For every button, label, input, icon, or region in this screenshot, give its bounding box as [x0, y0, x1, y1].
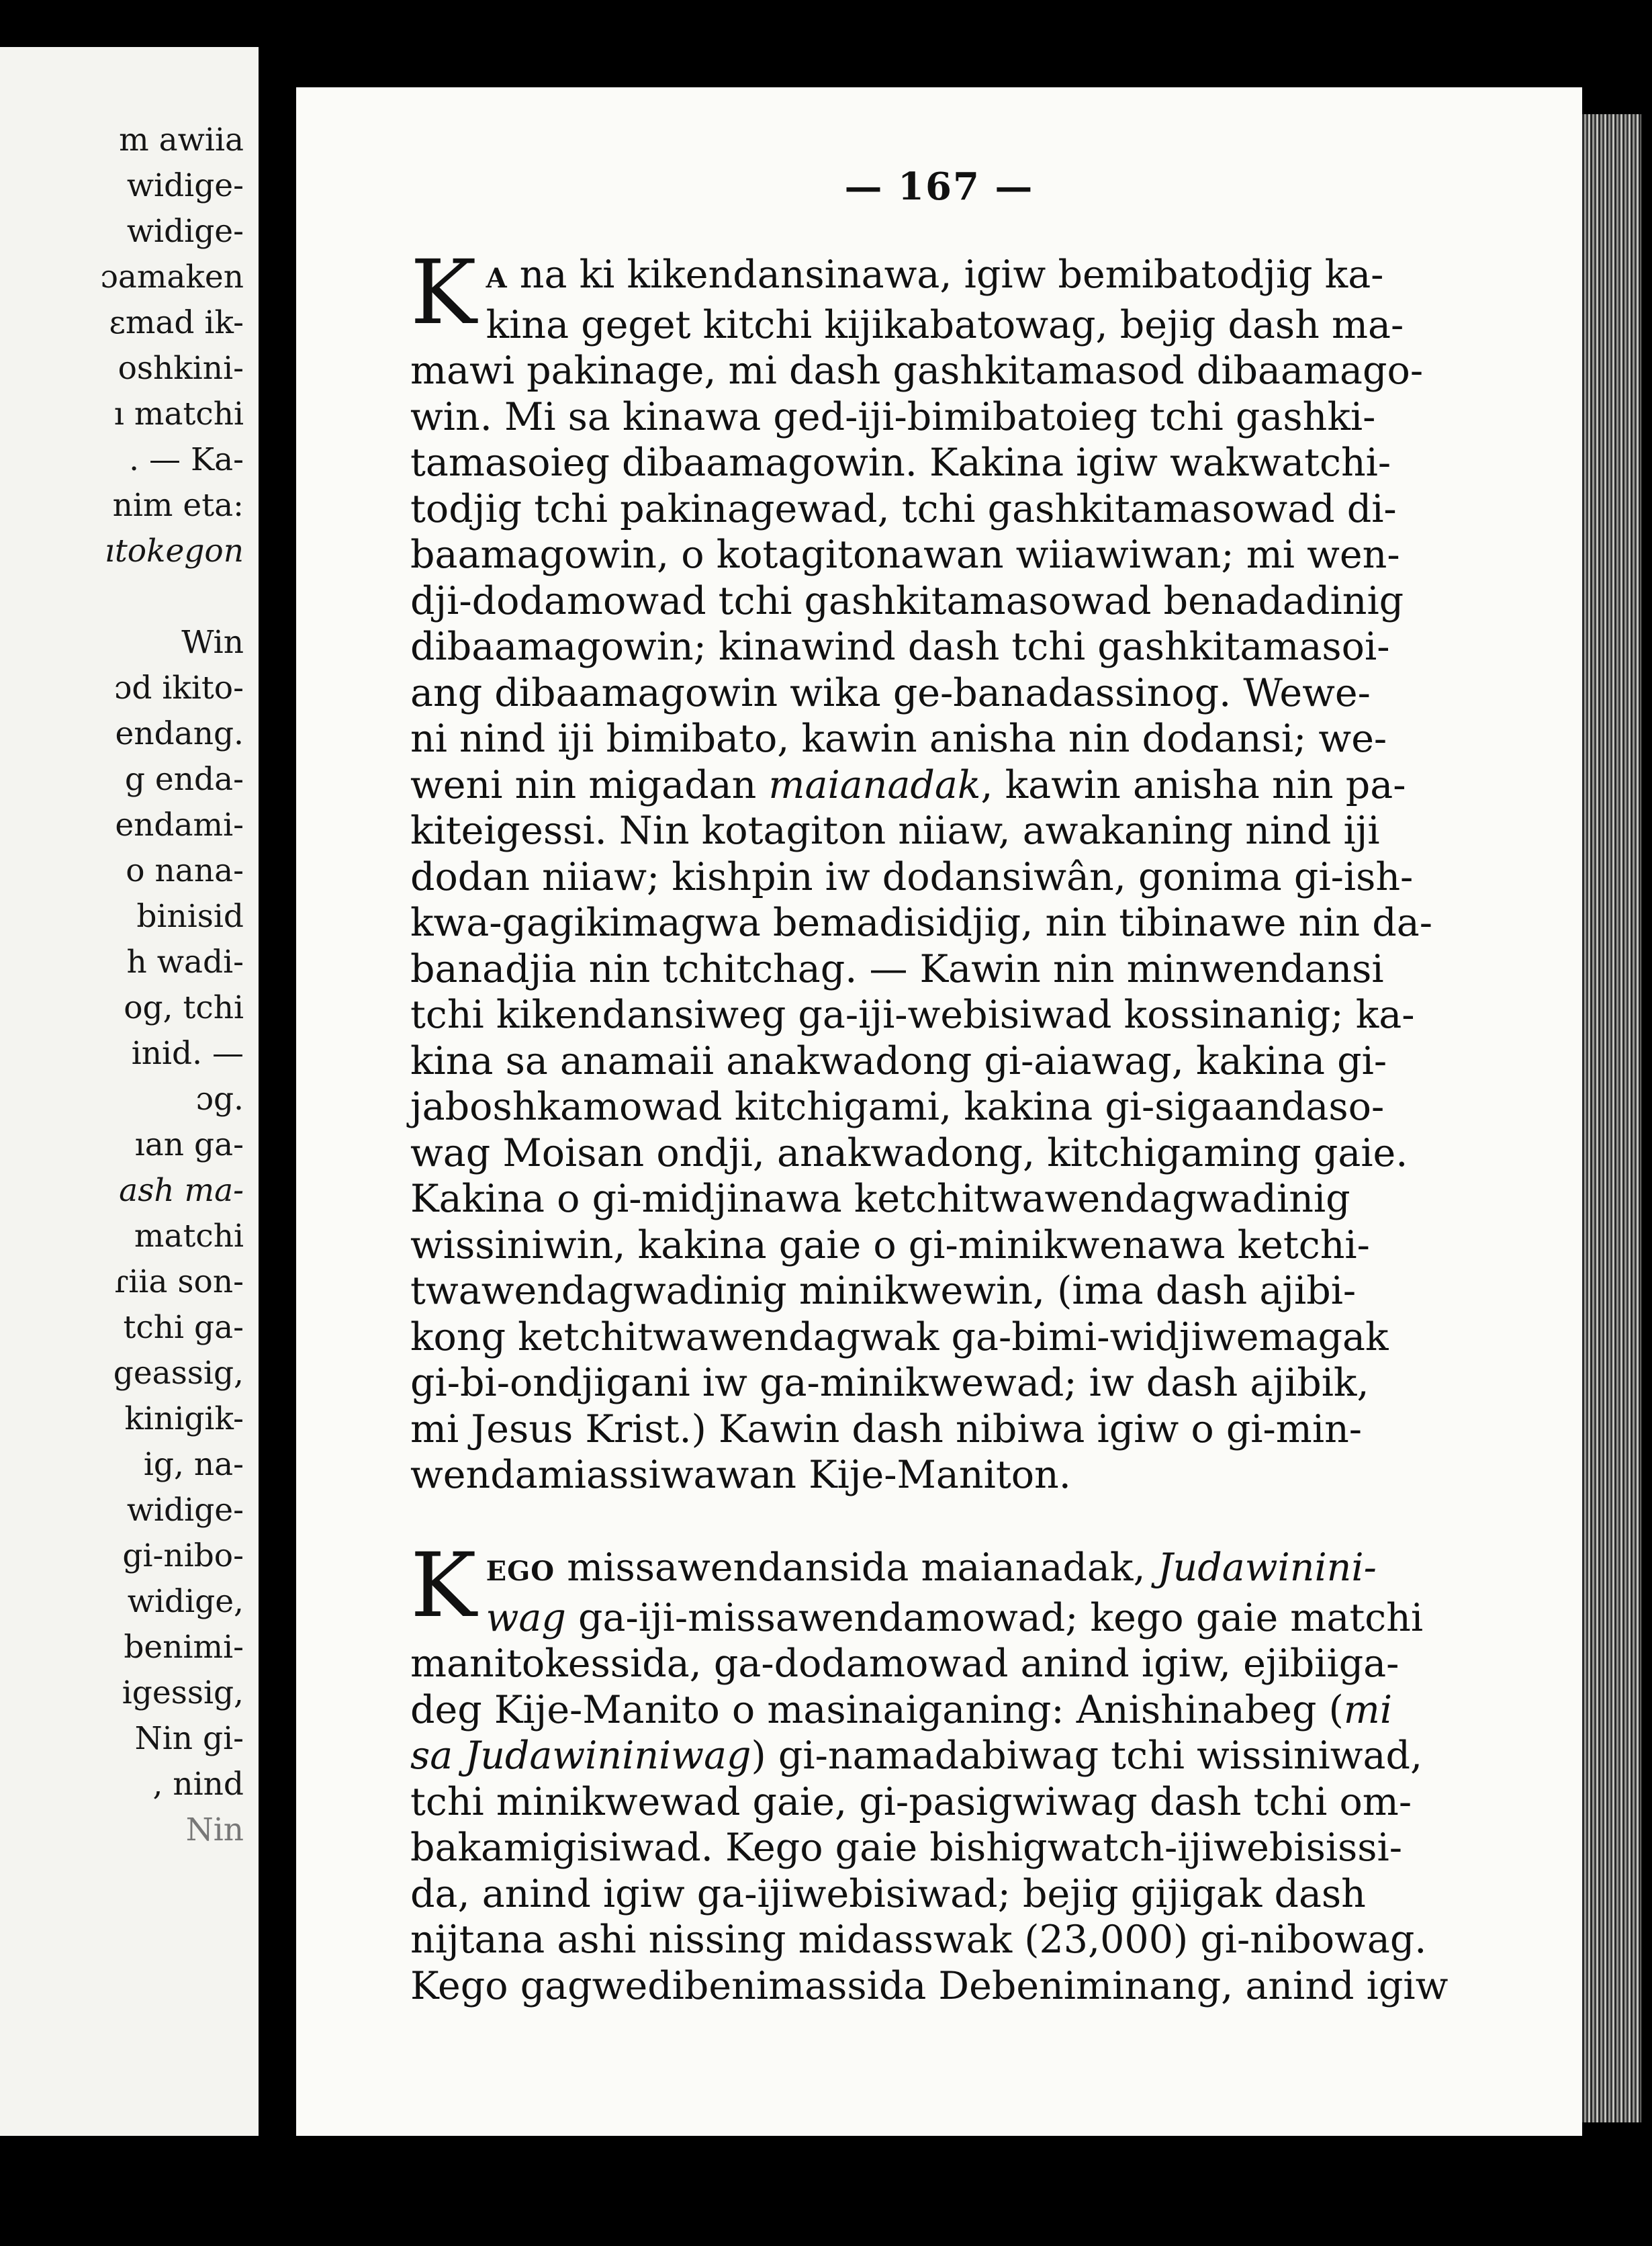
left-page-line: binisid — [136, 898, 244, 935]
text-line: kina sa anamaii anakwadong gi-aiawag, kakina gi- — [410, 1038, 1387, 1083]
text-line: tchi minikwewad gaie, gi-pasigwiwag dash tchi om- — [410, 1779, 1412, 1824]
text-line: kina geget kitchi kijikabatowag, bejig dash ma- — [486, 302, 1404, 347]
left-page-line: oshkini- — [118, 350, 244, 387]
left-page-line: ɔg. — [195, 1081, 244, 1118]
italic-run: maianadak — [768, 762, 981, 807]
left-page-line: Nin — [185, 1811, 244, 1848]
italic-run: mi — [1343, 1687, 1393, 1732]
main-page — [296, 87, 1582, 2136]
text-line: todjig tchi pakinagewad, tchi gashkitamasowad di- — [410, 486, 1397, 531]
text-line: Kego gagwedibenimassida Debeniminang, anind igiw — [410, 1963, 1449, 2008]
text-line — [410, 252, 1582, 302]
drop-cap: K — [410, 1534, 477, 1637]
left-page-line: Nin gi- — [134, 1720, 244, 1757]
italic-run: wag — [486, 1595, 566, 1640]
left-page-line: m awiia — [119, 122, 244, 159]
text-line: nijtana ashi nissing midasswak (23,000) gi-nibowag. — [410, 1918, 1427, 1962]
text-line: tchi kikendansiweg ga-iji-webisiwad kossinanig; ka- — [410, 993, 1415, 1037]
left-page-line: , nind — [152, 1766, 244, 1803]
text-run: ga-iji-missawendamowad; kego gaie matchi — [565, 1595, 1424, 1640]
text-line — [410, 1545, 1582, 1595]
left-page-line: ɔamaken — [100, 259, 244, 296]
left-facing-page — [0, 47, 259, 2136]
left-page-line: ıtokegon — [104, 533, 244, 570]
text-line: win. Mi sa kinawa ged-iji-bimibatoieg tchi gashki- — [410, 394, 1376, 439]
paragraph-1-lines — [410, 348, 1582, 1498]
left-page-line: widige, — [127, 1583, 244, 1620]
left-page-line: tchi ga- — [123, 1309, 244, 1346]
text-run: deg Kije-Manito o masinaiganing: Anishinabeg ( — [410, 1687, 1344, 1732]
left-page-line: g enda- — [124, 761, 244, 798]
text-line: dji-dodamowad tchi gashkitamasowad benadadinig — [410, 578, 1404, 623]
text-line: ni nind iji bimibato, kawin anisha nin dodansi; we- — [410, 717, 1387, 761]
text-line — [410, 1733, 1582, 1779]
text-line: dibaamagowin; kinawind dash tchi gashkitamasoi- — [410, 625, 1390, 669]
left-page-line: endami- — [115, 807, 244, 844]
left-page-line: kinigik- — [124, 1400, 244, 1437]
text-run: ) gi-namadabiwag tchi wissiniwad, — [751, 1734, 1423, 1778]
left-page-line: ıan ga- — [134, 1126, 244, 1163]
left-page-line: inid. — — [131, 1035, 244, 1072]
left-page-line: widige- — [126, 1492, 244, 1529]
left-page-line: matchi — [134, 1218, 244, 1255]
left-page-line: widige- — [126, 167, 244, 204]
left-page-line: ash ma- — [119, 1172, 244, 1209]
left-page-line: ɛmad ik- — [109, 304, 244, 341]
small-caps: A — [486, 263, 508, 294]
left-page-line: og, tchi — [124, 989, 244, 1026]
text-line: jaboshkamowad kitchigami, kakina gi-sigaandaso- — [410, 1085, 1385, 1129]
paragraph-1-opening — [410, 241, 1582, 348]
left-page-line: Win — [181, 624, 244, 661]
left-page-line: h wadi- — [126, 944, 244, 981]
page-edge-stack — [1582, 114, 1641, 2122]
text-line: kong ketchitwawendagwak ga-bimi-widjiwemagak — [410, 1314, 1389, 1359]
text-line: wag Moisan ondji, anakwadong, kitchigaming gaie. — [410, 1130, 1408, 1175]
left-page-line: ig, na- — [143, 1446, 244, 1483]
left-page-line: nim eta: — [112, 487, 244, 524]
small-caps: EGO — [486, 1556, 555, 1587]
left-page-line: gi-nibo- — [122, 1537, 244, 1574]
text-line — [410, 1687, 1582, 1734]
text-line: wissiniwin, kakina gaie o gi-minikwenawa ketchi- — [410, 1222, 1370, 1267]
text-line: banadjia nin tchitchag. — Kawin nin minwendansi — [410, 946, 1384, 991]
paragraph-1 — [410, 241, 1582, 1498]
text-line: mawi pakinage, mi dash gashkitamasod dibaamago- — [410, 349, 1424, 393]
left-page-line: endang. — [115, 715, 244, 752]
left-page-line: ɔd ikito- — [114, 670, 244, 707]
text-line: baamagowin, o kotagitonawan wiiawiwan; mi wen- — [410, 533, 1400, 577]
italic-run: sa Judawininiwag — [410, 1734, 751, 1778]
left-page-line: . — Ka- — [129, 441, 244, 478]
left-page-line: igessig, — [122, 1674, 244, 1711]
text-line: Kakina o gi-midjinawa ketchitwawendagwadinig — [410, 1177, 1350, 1221]
text-line: dodan niiaw; kishpin iw dodansiwân, gonima gi-ish- — [410, 854, 1414, 899]
text-line: twawendagwadinig minikwewin, (ima dash ajibi- — [410, 1269, 1357, 1313]
text-line — [410, 762, 1582, 809]
italic-run: Judawinini- — [1157, 1545, 1377, 1590]
left-page-line: ı matchi — [113, 396, 244, 433]
text-line: wendamiassiwawan Kije-Maniton. — [410, 1453, 1071, 1497]
text-line: gi-bi-ondjigani iw ga-minikwewad; iw dash ajibik, — [410, 1361, 1369, 1405]
text-line: ang dibaamagowin wika ge-banadassinog. Wewe- — [410, 670, 1371, 715]
text-line: kwa-gagikimagwa bemadisidjig, nin tibinawe nin da- — [410, 901, 1432, 945]
paragraph-2-lines — [410, 1641, 1582, 2009]
paragraph-2-opening — [410, 1534, 1582, 1641]
text-run: na ki kikendansinawa, igiw bemibatodjig ka- — [507, 253, 1384, 297]
text-line — [410, 1595, 1582, 1642]
text-line: manitokessida, ga-dodamowad anind igiw, ejibiiga- — [410, 1642, 1399, 1686]
paragraph-2 — [410, 1534, 1582, 2009]
text-line: kiteigessi. Nin kotagiton niiaw, awakaning nind iji — [410, 809, 1380, 853]
book-gutter — [259, 47, 296, 2136]
page-number: — 167 — — [844, 165, 1034, 209]
text-run: weni nin migadan — [410, 762, 769, 807]
left-page-line: widige- — [126, 213, 244, 250]
text-run: missawendansida maianadak, — [555, 1545, 1158, 1590]
left-page-line: geassig, — [113, 1355, 244, 1392]
text-line: tamasoieg dibaamagowin. Kakina igiw wakwatchi- — [410, 441, 1391, 485]
text-line: da, anind igiw ga-ijiwebisiwad; bejig gijigak dash — [410, 1871, 1366, 1916]
left-page-line: o nana- — [126, 852, 244, 889]
left-page-line: benimi- — [124, 1629, 244, 1666]
text-line: bakamigisiwad. Kego gaie bishigwatch-ijiwebisissi- — [410, 1826, 1403, 1870]
drop-cap: K — [410, 241, 477, 345]
left-page-line: ɾiia son- — [114, 1263, 244, 1300]
text-run: , kawin anisha nin pa- — [980, 762, 1406, 807]
text-line: mi Jesus Krist.) Kawin dash nibiwa igiw o gi-min- — [410, 1406, 1363, 1451]
